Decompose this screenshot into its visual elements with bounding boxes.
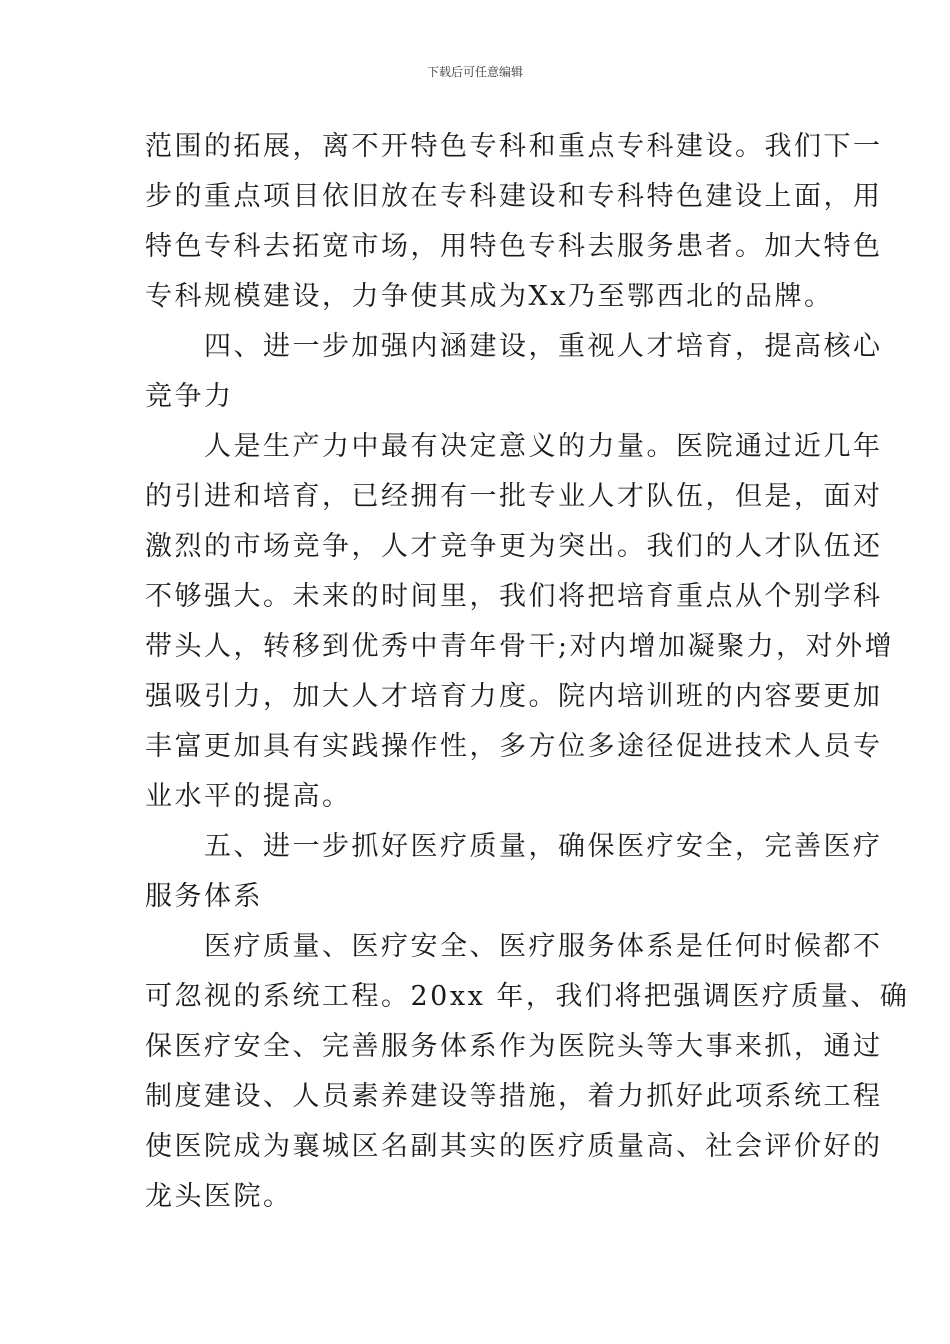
text-line: 业水平的提高。 [145, 781, 352, 812]
text-line: 丰富更加具有实践操作性，多方位多途径促进技术人员专 [145, 731, 883, 762]
text-line: 竞争力 [145, 381, 234, 412]
text-line: 专科规模建设，力争使其成为Xx乃至鄂西北的品牌。 [145, 281, 834, 312]
text-line: 特色专科去拓宽市场，用特色专科去服务患者。加大特色 [145, 231, 883, 262]
text-line: 四、进一步加强内涵建设，重视人才培育，提高核心 [204, 331, 883, 362]
text-line: 不够强大。未来的时间里，我们将把培育重点从个别学科 [145, 581, 883, 612]
text-line: 强吸引力，加大人才培育力度。院内培训班的内容要更加 [145, 681, 883, 712]
page-header: 下载后可任意编辑 [426, 65, 523, 79]
text-line: 可忽视的系统工程。20xx 年，我们将把强调医疗质量、确 [145, 981, 910, 1012]
text-line: 五、进一步抓好医疗质量，确保医疗安全，完善医疗 [204, 831, 883, 862]
text-line: 步的重点项目依旧放在专科建设和专科特色建设上面，用 [145, 181, 883, 212]
text-line: 医疗质量、医疗安全、医疗服务体系是任何时候都不 [204, 931, 883, 962]
text-line: 使医院成为襄城区名副其实的医疗质量高、社会评价好的 [145, 1131, 883, 1162]
document-body [145, 122, 910, 1222]
text-line: 带头人，转移到优秀中青年骨干;对内增加凝聚力，对外增 [145, 631, 895, 662]
text-line: 龙头医院。 [145, 1181, 293, 1212]
text-line: 保医疗安全、完善服务体系作为医院头等大事来抓，通过 [145, 1031, 883, 1062]
text-line: 服务体系 [145, 881, 263, 912]
text-line: 激烈的市场竞争，人才竞争更为突出。我们的人才队伍还 [145, 531, 883, 562]
text-line: 范围的拓展，离不开特色专科和重点专科建设。我们下一 [145, 131, 883, 162]
text-line: 的引进和培育，已经拥有一批专业人才队伍，但是，面对 [145, 481, 883, 512]
text-line: 人是生产力中最有决定意义的力量。医院通过近几年 [204, 431, 883, 462]
text-line: 制度建设、人员素养建设等措施，着力抓好此项系统工程 [145, 1081, 883, 1112]
